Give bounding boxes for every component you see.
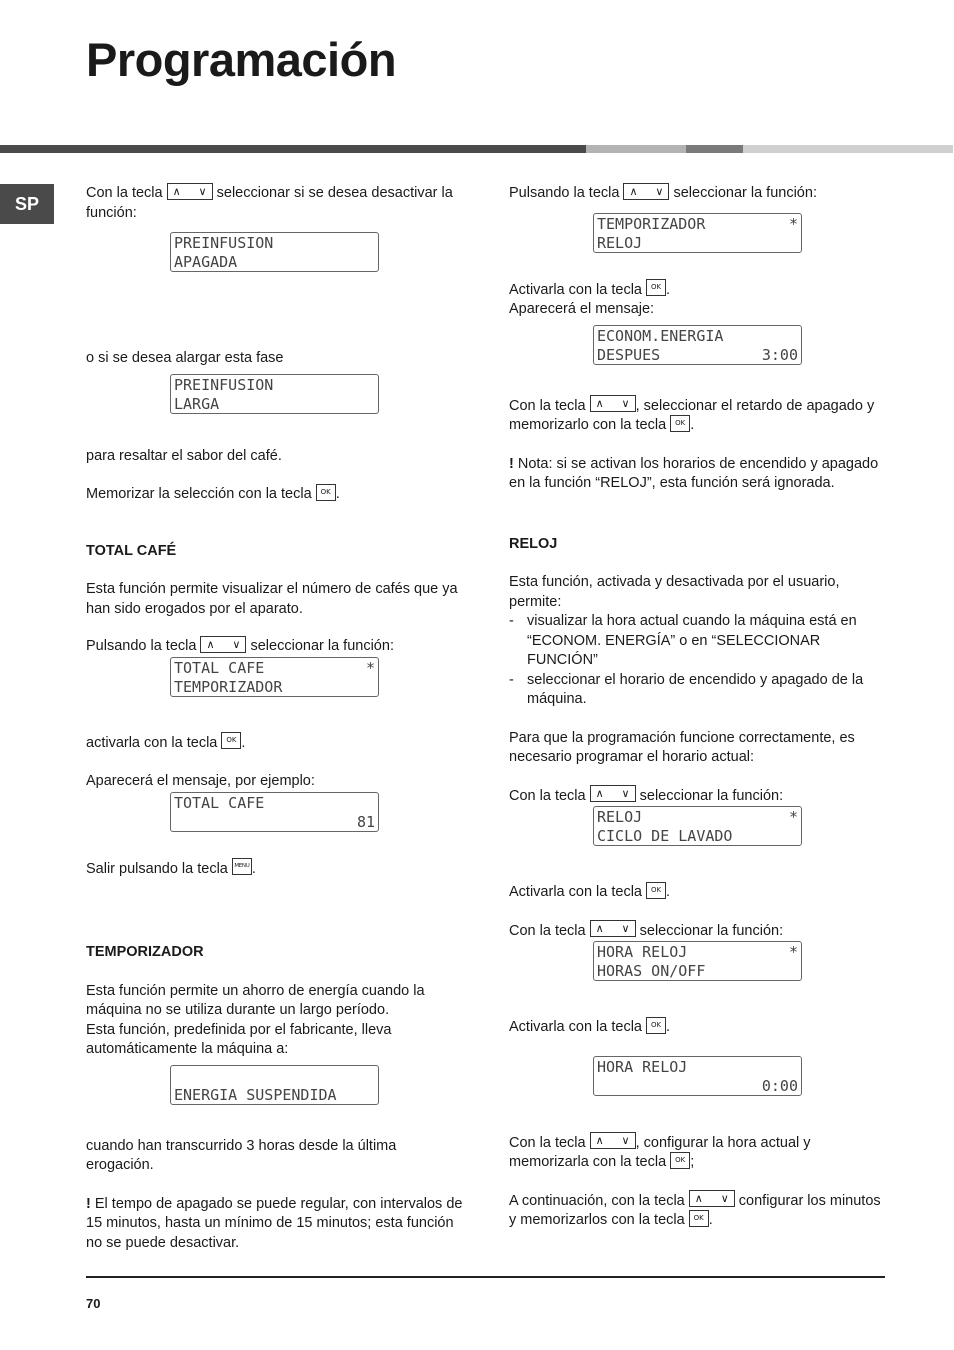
lcd-display: ECONOM.ENERGIA DESPUES 3:00: [593, 325, 802, 365]
footer-divider: [86, 1276, 885, 1278]
paragraph: Esta función, activada y desactivada por el usuario, permite:: [509, 574, 840, 610]
paragraph: Esta función, predefinida por el fabricante, lleva automáticamente la máquina a:: [86, 1021, 392, 1057]
paragraph: Con la tecla ∧ ∨ seleccionar si se desea desactivar la función:: [86, 184, 453, 221]
paragraph: activarla con la tecla OK .: [86, 734, 464, 754]
ok-key-icon: OK: [670, 1152, 690, 1169]
up-down-key-icon: ∧ ∨: [623, 183, 669, 200]
paragraph: Con la tecla ∧ ∨ seleccionar la función:: [509, 922, 784, 939]
paragraph: A continuación, con la tecla ∧ ∨ configurar los minutos y memorizarlos con la tecla OK .: [509, 1192, 881, 1228]
ok-key-icon: OK: [646, 882, 666, 899]
lcd-display: HORA RELOJ 0:00: [593, 1056, 802, 1096]
list-item: - seleccionar el horario de encendido y apagado de la máquina.: [509, 671, 864, 707]
paragraph: ! Nota: si se activan los horarios de encendido y apagado en la función “RELOJ”, esta función será ignorada.: [509, 455, 879, 491]
ok-key-icon: OK: [316, 484, 336, 501]
list-item: - visualizar la hora actual cuando la máquina está en “ECONOM. ENERGÍA” o en “SELECCIONAR FUNCIÓN”: [509, 613, 857, 668]
paragraph: Aparecerá el mensaje, por ejemplo:: [86, 773, 315, 789]
paragraph: Pulsando la tecla ∧ ∨ seleccionar la función:: [86, 637, 394, 654]
paragraph: Memorizar la selección con la tecla OK .: [86, 485, 464, 505]
paragraph: Activarla con la tecla OK .: [509, 883, 887, 903]
language-badge: SP: [0, 184, 54, 224]
ok-key-icon: OK: [646, 279, 666, 296]
paragraph: Salir pulsando la tecla MENU .: [86, 860, 464, 880]
right-column: [509, 184, 887, 1231]
section-heading-temporizador: TEMPORIZADOR: [86, 944, 204, 960]
lcd-display: TOTAL CAFE 81: [170, 792, 379, 832]
paragraph: cuando han transcurrido 3 horas desde la última erogación.: [86, 1137, 397, 1173]
paragraph: ! El tempo de apagado se puede regular, con intervalos de 15 minutos, hasta un mínimo de 15 minutos; esta función no se puede desactivar.: [86, 1195, 463, 1251]
left-column: [86, 184, 464, 1253]
paragraph: Esta función permite un ahorro de energía cuando la máquina no se utiliza durante un largo período.: [86, 982, 425, 1018]
section-heading-reloj: RELOJ: [509, 535, 558, 552]
ok-key-icon: OK: [221, 732, 241, 749]
header-bar-dark2: [686, 145, 743, 153]
page-title: Programación: [86, 33, 397, 86]
paragraph: Con la tecla ∧ ∨ , configurar la hora actual y memorizarla con la tecla OK ;: [509, 1134, 811, 1170]
paragraph: para resaltar el sabor del café.: [86, 447, 282, 464]
header-bar-dark: [0, 145, 586, 153]
page-number: 70: [86, 1296, 101, 1311]
up-down-key-icon: ∧ ∨: [689, 1190, 735, 1207]
paragraph: Activarla con la tecla OK .: [509, 281, 887, 301]
up-down-key-icon: ∧ ∨: [590, 1132, 636, 1149]
paragraph: Pulsando la tecla ∧ ∨ seleccionar la función:: [509, 184, 817, 201]
up-down-key-icon: ∧ ∨: [590, 920, 636, 937]
paragraph: Con la tecla ∧ ∨ seleccionar la función:: [509, 787, 784, 804]
header-bar-light: [743, 145, 953, 153]
paragraph: Activarla con la tecla OK .: [509, 1018, 887, 1038]
ok-key-icon: OK: [689, 1210, 709, 1227]
paragraph: Aparecerá el mensaje:: [509, 301, 655, 317]
section-heading-total-cafe: TOTAL CAFÉ: [86, 542, 177, 559]
up-down-key-icon: ∧ ∨: [167, 183, 213, 200]
up-down-key-icon: ∧ ∨: [590, 785, 636, 802]
header-bar-mid: [586, 145, 686, 153]
paragraph: o si se desea alargar esta fase: [86, 350, 284, 366]
paragraph: Esta función permite visualizar el número de cafés que ya han sido erogados por el aparato.: [86, 581, 458, 617]
lcd-display: ENERGIA SUSPENDIDA: [170, 1065, 379, 1105]
menu-key-icon: MENU: [232, 858, 252, 875]
lcd-display: RELOJ * CICLO DE LAVADO: [593, 806, 802, 846]
lcd-display: PREINFUSION LARGA: [170, 374, 379, 414]
lcd-display: HORA RELOJ * HORAS ON/OFF: [593, 941, 802, 981]
lcd-display: PREINFUSION APAGADA: [170, 232, 379, 272]
up-down-key-icon: ∧ ∨: [590, 395, 636, 412]
ok-key-icon: OK: [670, 415, 690, 432]
paragraph: Con la tecla ∧ ∨ , seleccionar el retardo de apagado y memorizarlo con la tecla OK .: [509, 397, 875, 433]
ok-key-icon: OK: [646, 1017, 666, 1034]
lcd-display: TEMPORIZADOR * RELOJ: [593, 213, 802, 253]
lcd-display: TOTAL CAFE * TEMPORIZADOR: [170, 657, 379, 697]
up-down-key-icon: ∧ ∨: [200, 636, 246, 653]
paragraph: Para que la programación funcione correctamente, es necesario programar el horario actual:: [509, 729, 855, 765]
